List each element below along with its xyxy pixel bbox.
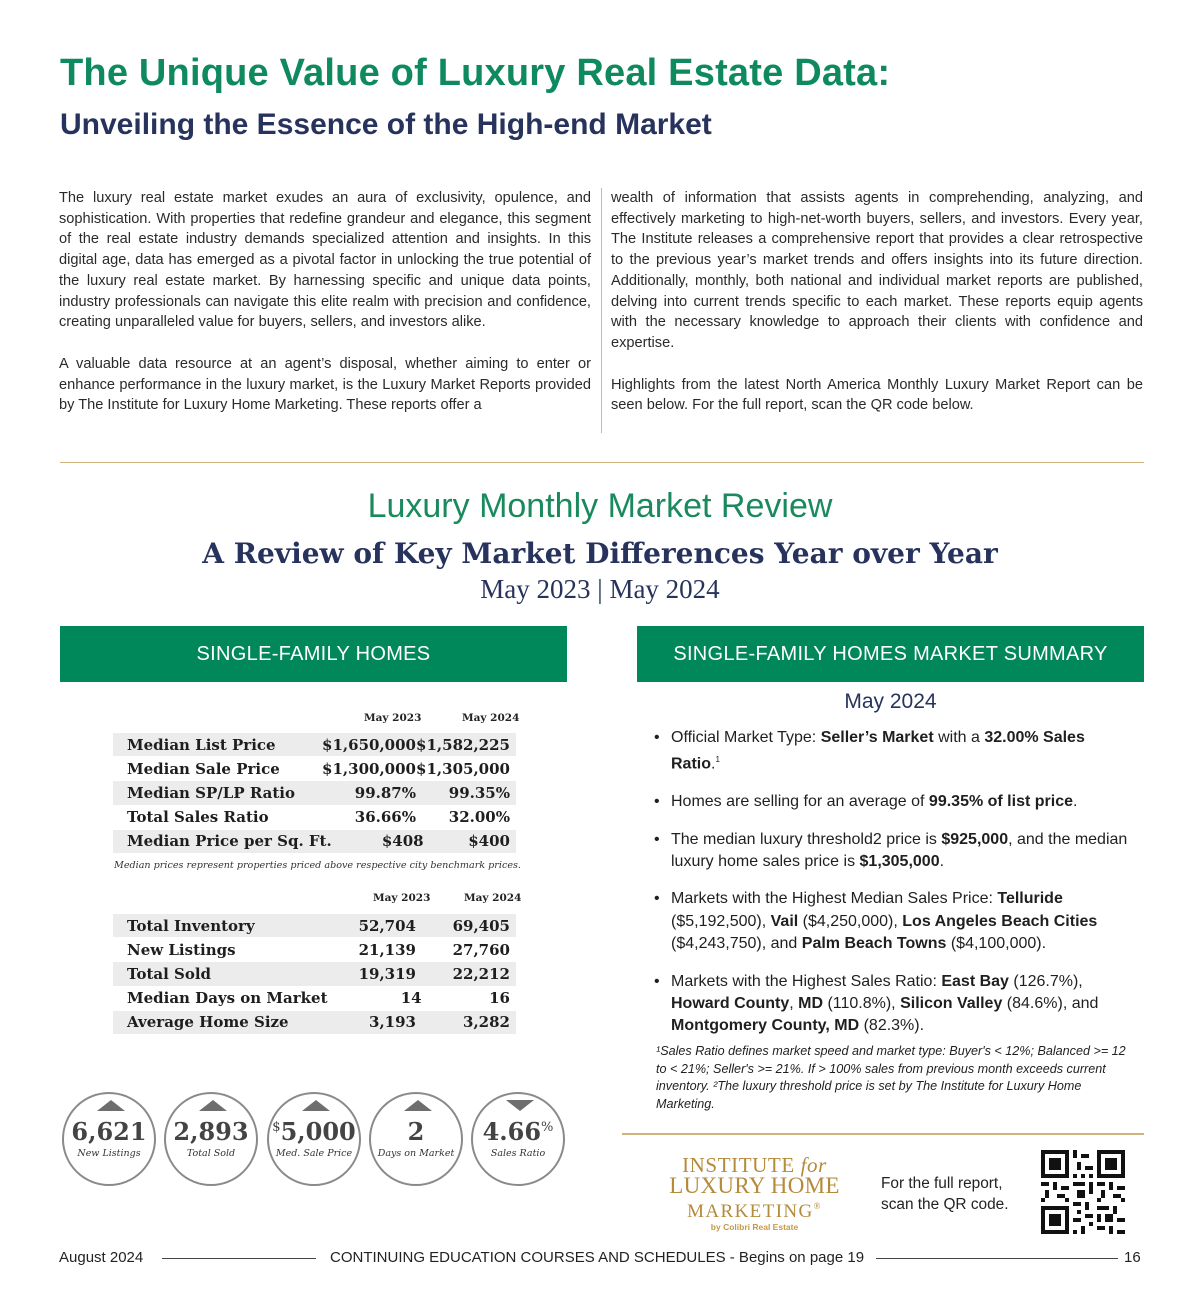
row-value-2023: 21,139 — [358, 940, 416, 959]
change-circle-days-on-market — [369, 1092, 463, 1186]
page-number: 16 — [1124, 1249, 1141, 1266]
arrow-up-icon — [97, 1100, 125, 1111]
row-value-2024: 99.35% — [448, 783, 510, 802]
summary-footnote: ¹Sales Ratio defines market speed and market type: Buyer's < 12%; Balanced >= 12 to < 21%; Seller's >= 21%. If > 100% sales from previous month exceeds current inventory. ²The luxury threshold price is set by The Institute for Luxury Home Marketing. — [656, 1044, 1126, 1111]
row-value-2024: 69,405 — [452, 916, 510, 935]
inventory-table-col-2024: May 2024 — [464, 892, 522, 904]
table-row — [113, 938, 516, 962]
row-value-2023: $1,650,000 — [322, 735, 416, 754]
list-item: • The median luxury threshold2 price is $925,000, and the median luxury home sales price is $1,305,000. — [654, 829, 1132, 874]
review-subtitle: A Review of Key Market Differences Year over Year — [202, 537, 998, 570]
row-label: Median List Price — [127, 735, 276, 754]
arrow-up-icon — [302, 1100, 330, 1111]
row-value-2023: 19,319 — [358, 964, 416, 983]
table-row — [113, 806, 516, 830]
row-value-2024: $1,305,000 — [416, 759, 510, 778]
row-label: Average Home Size — [127, 1013, 289, 1032]
column-divider — [601, 188, 602, 433]
arrow-down-icon — [506, 1100, 534, 1111]
list-item: • Homes are selling for an average of 99.35% of list price. — [654, 791, 1132, 813]
price-table-col-2024: May 2024 — [462, 712, 520, 724]
table-row — [113, 914, 516, 938]
change-circle-sales-ratio — [471, 1092, 565, 1186]
row-label: Median Price per Sq. Ft. — [127, 832, 332, 851]
row-value-2023: $408 — [381, 832, 424, 851]
change-circle-new-listings — [62, 1092, 156, 1186]
review-title: Luxury Monthly Market Review — [367, 487, 833, 525]
change-value: 6,621 — [71, 1117, 147, 1146]
footer-date: August 2024 — [59, 1249, 144, 1266]
price-table-col-2023: May 2023 — [364, 712, 422, 724]
row-value-2024: $1,582,225 — [416, 735, 510, 754]
table-row — [113, 757, 516, 781]
logo-divider — [622, 1133, 1144, 1135]
footer-text: CONTINUING EDUCATION COURSES AND SCHEDULES - Begins on page 19 — [330, 1249, 865, 1266]
change-caption: Sales Ratio — [490, 1148, 546, 1159]
intro-right-column — [611, 188, 1143, 416]
row-value-2023: $1,300,000 — [322, 759, 416, 778]
row-value-2023: 52,704 — [358, 916, 416, 935]
qr-instructions: For the full report, scan the QR code. — [881, 1175, 1009, 1213]
row-value-2023: 3,193 — [369, 1013, 416, 1032]
inventory-table-col-2023: May 2023 — [373, 892, 431, 904]
intro-left-column — [59, 188, 591, 416]
price-table — [113, 733, 516, 854]
page-subtitle: Unveiling the Essence of the High-end Market — [60, 108, 712, 141]
row-label: Median SP/LP Ratio — [127, 783, 295, 802]
row-value-2024: $400 — [468, 832, 510, 851]
footer-rule — [876, 1258, 1118, 1259]
table-row — [113, 733, 516, 757]
table-row — [113, 830, 516, 854]
row-value-2023: 14 — [400, 989, 422, 1008]
table-row — [113, 781, 516, 805]
change-value: 4.66% — [482, 1117, 554, 1146]
row-label: Total Sold — [127, 964, 212, 983]
row-label: Median Days on Market — [127, 989, 328, 1008]
table-row — [113, 962, 516, 986]
footer-rule — [162, 1258, 316, 1259]
row-value-2024: 22,212 — [452, 964, 510, 983]
summary-date: May 2024 — [844, 690, 937, 713]
row-value-2024: 16 — [489, 989, 510, 1008]
qr-code[interactable] — [1041, 1150, 1125, 1234]
change-caption: Med. Sale Price — [275, 1148, 353, 1159]
intro-paragraph: Highlights from the latest North America Monthly Luxury Market Report can be seen below. For the full report, scan the QR code below. — [611, 376, 1143, 414]
summary-list — [654, 727, 1132, 1053]
change-circle-med-sale-price — [267, 1092, 361, 1186]
institute-logo: INSTITUTE for LUXURY HOME MARKETING® by Colibri Real Estate — [669, 1153, 840, 1232]
change-value: $5,000 — [272, 1117, 356, 1146]
list-item: • Markets with the Highest Median Sales Price: Telluride ($5,192,500), Vail ($4,250,000), Los Angeles Beach Cities ($4,243,750), and Palm Beach Towns ($4,100,000). — [654, 888, 1132, 955]
page-title: The Unique Value of Luxury Real Estate Data: — [60, 52, 891, 94]
change-circle-total-sold — [164, 1092, 258, 1186]
sfh-banner: SINGLE-FAMILY HOMES — [60, 626, 567, 682]
table-row — [113, 987, 516, 1011]
review-dates: May 2023 | May 2024 — [480, 574, 720, 604]
row-value-2023: 36.66% — [354, 808, 416, 827]
change-value: 2 — [407, 1117, 425, 1146]
row-label: New Listings — [127, 940, 236, 959]
table-row — [113, 1011, 516, 1035]
section-divider — [60, 462, 1144, 463]
change-caption: Total Sold — [186, 1148, 236, 1159]
arrow-up-icon — [404, 1100, 432, 1111]
intro-paragraph: The luxury real estate market exudes an aura of exclusivity, opulence, and sophistication. With properties that redefine grandeur and elegance, this segment of the real estate industry demands specialized attention and insights. In this digital age, data has emerged as a pivotal factor in unlocking the true potential of the luxury real estate market. By harnessing specific and unique data points, industry professionals can navigate this elite realm with precision and confidence, creating unparalleled value for buyers, sellers, and investors alike. — [59, 190, 591, 331]
summary-banner: SINGLE-FAMILY HOMES MARKET SUMMARY — [637, 626, 1144, 682]
row-label: Total Inventory — [127, 916, 255, 935]
change-value: 2,893 — [173, 1117, 249, 1146]
list-item: • Markets with the Highest Sales Ratio: East Bay (126.7%), Howard County, MD (110.8%), Silicon Valley (84.6%), and Montgomery County, MD (82.3%). — [654, 971, 1132, 1038]
inventory-table — [113, 914, 516, 1035]
row-value-2024: 27,760 — [452, 940, 510, 959]
row-label: Total Sales Ratio — [127, 808, 269, 827]
list-item: • Official Market Type: Seller’s Market with a 32.00% Sales Ratio.$^1$ — [654, 727, 1132, 776]
change-caption: Days on Market — [377, 1148, 455, 1159]
intro-paragraph: wealth of information that assists agents in comprehending, analyzing, and effectively marketing to high-net-worth buyers, sellers, and investors. Every year, The Institute releases a comprehensive report that provides a clear retrospective to the previous year’s market trends and offers insights into its future direction. Additionally, monthly, both national and individual market reports are published, delving into current trends specific to each market. These reports equip agents with the necessary knowledge to approach their clients with confidence and expertise. — [611, 190, 1143, 351]
change-caption: New Listings — [77, 1148, 141, 1159]
row-value-2024: 3,282 — [463, 1013, 510, 1032]
row-label: Median Sale Price — [127, 759, 280, 778]
intro-paragraph: A valuable data resource at an agent’s disposal, whether aiming to enter or enhance performance in the luxury market, is the Luxury Market Reports provided by The Institute for Luxury Home Marketing. These reports offer a — [59, 355, 591, 414]
arrow-up-icon — [199, 1100, 227, 1111]
price-table-note: Median prices represent properties priced above respective city benchmark prices. — [114, 860, 521, 871]
row-value-2023: 99.87% — [354, 783, 416, 802]
row-value-2024: 32.00% — [448, 808, 510, 827]
